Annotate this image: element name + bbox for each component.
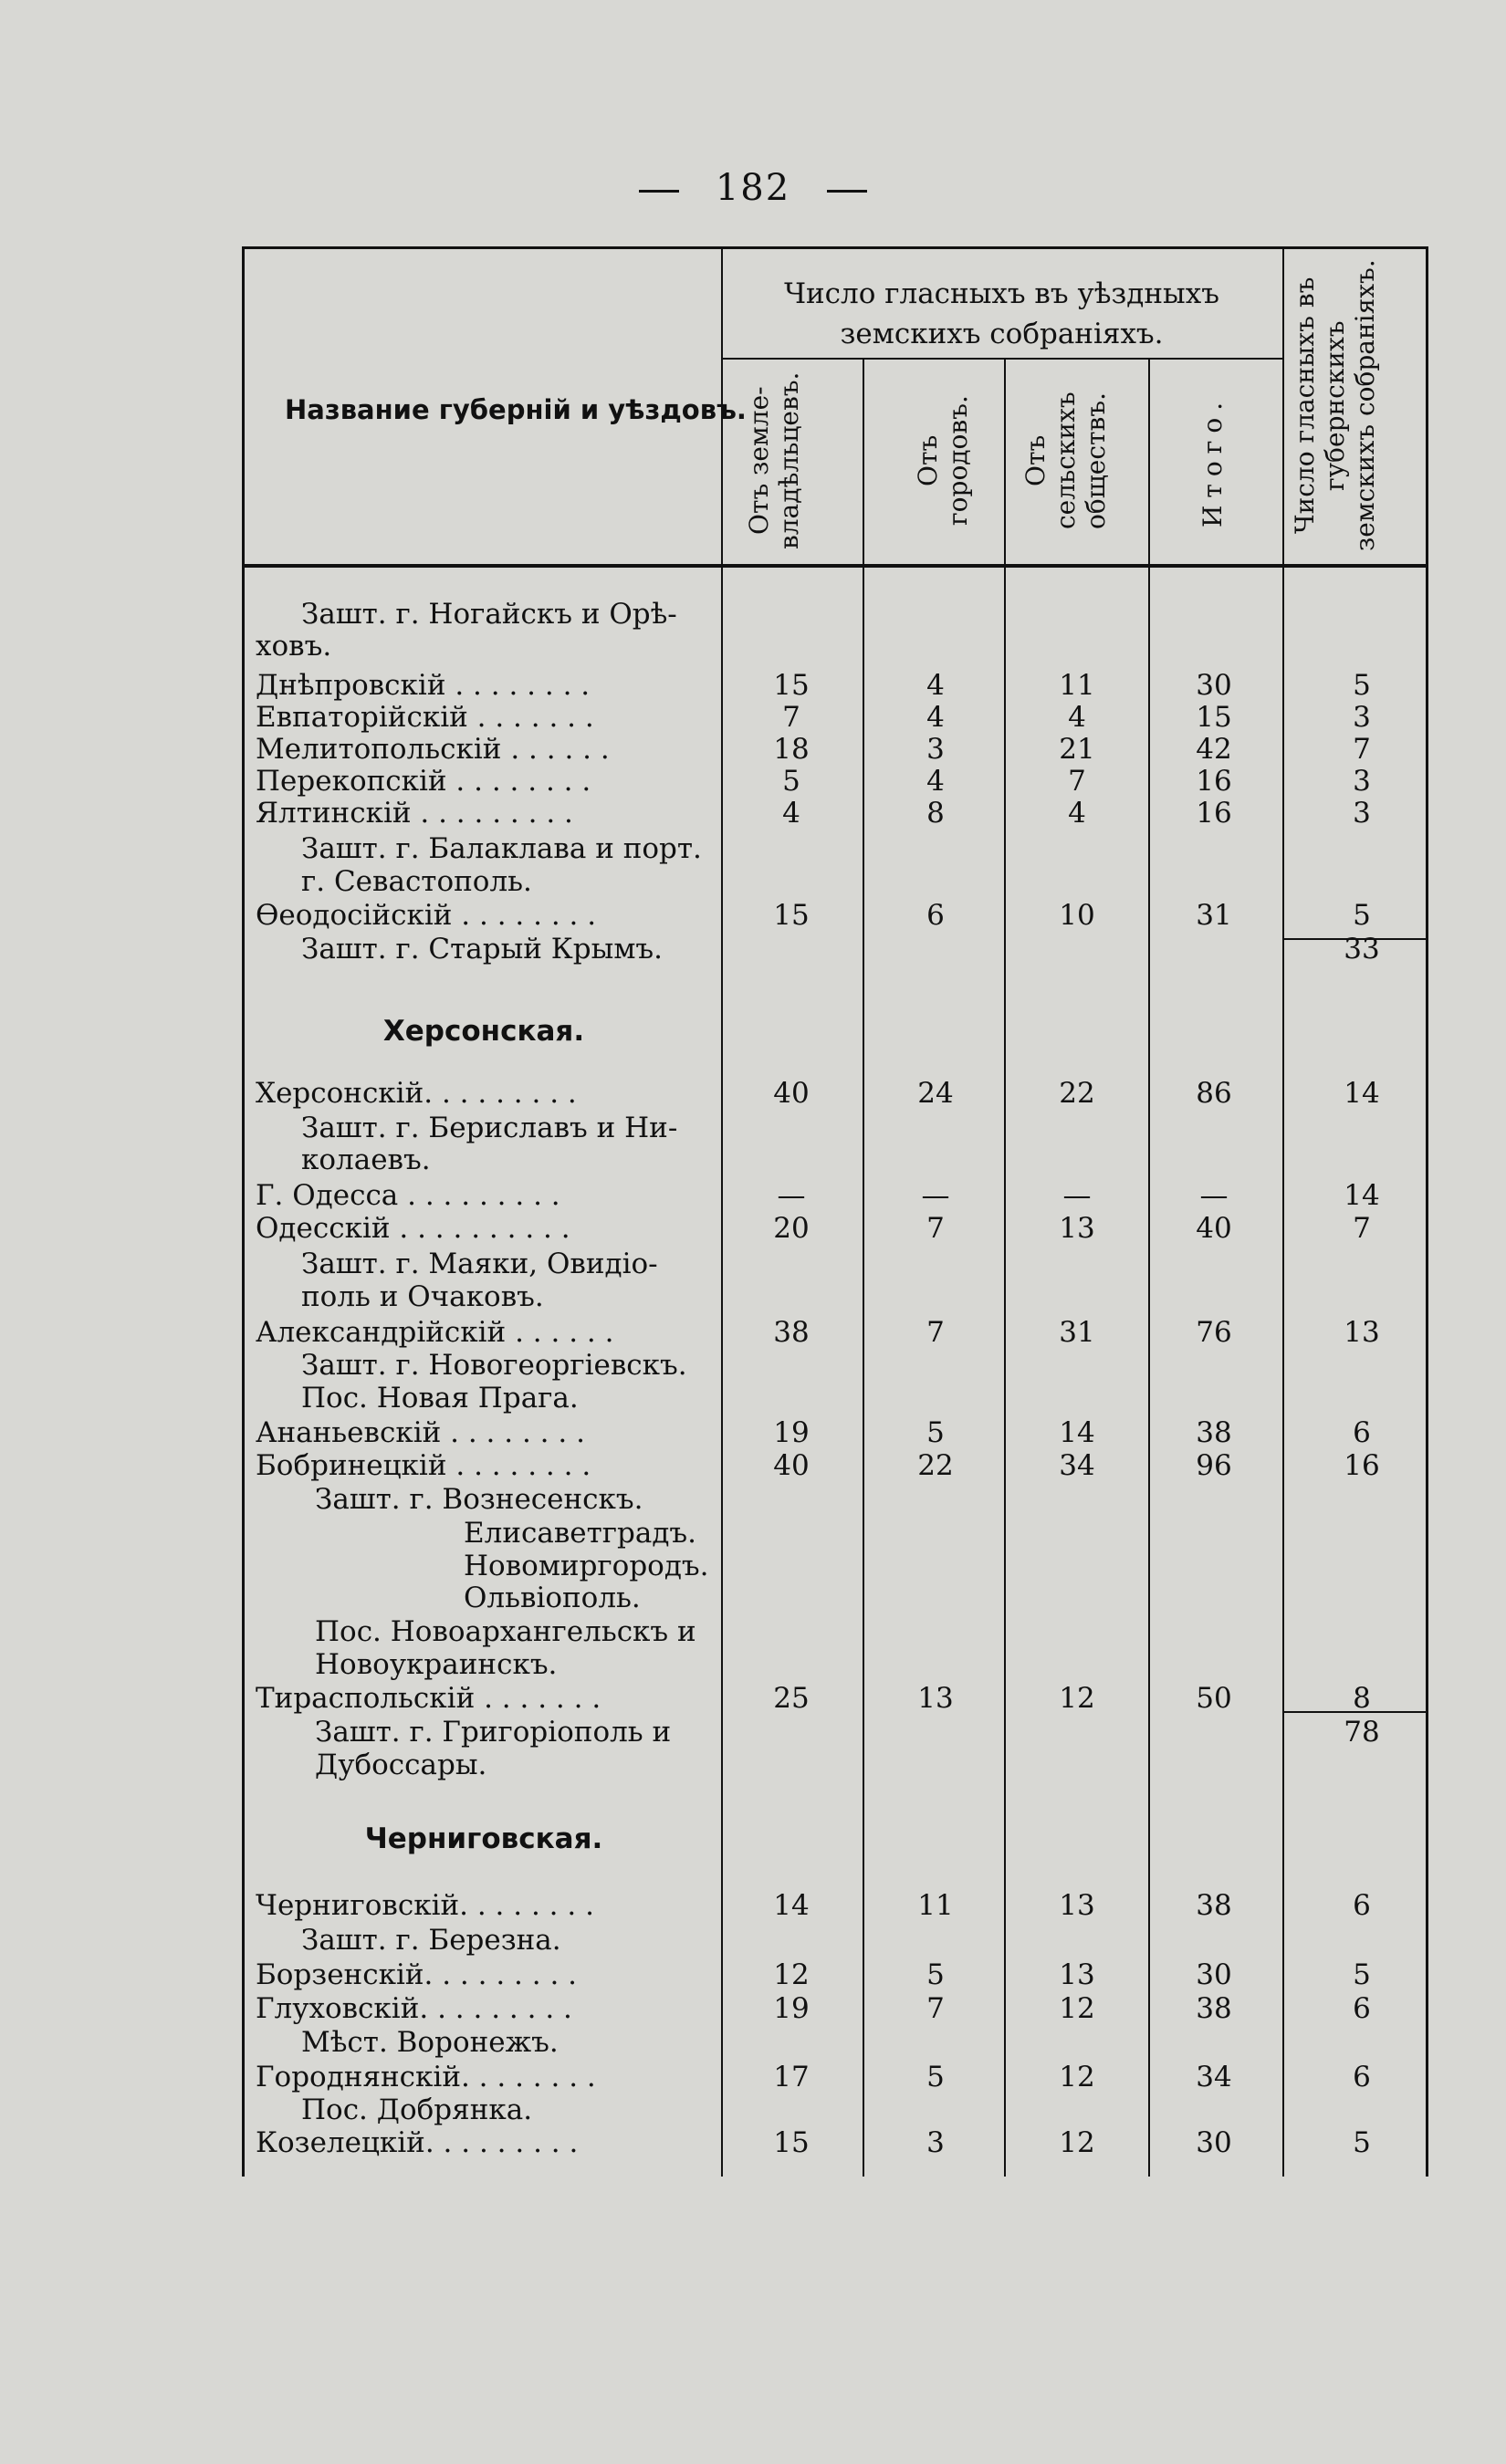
page-number-text: 182 <box>715 167 791 209</box>
cell-towns: 8 <box>926 797 945 830</box>
cell-rural: 12 <box>1059 1992 1095 2025</box>
cell-rural: 31 <box>1059 1316 1095 1349</box>
row-name: Глуховскій. . . . . . . . . <box>256 1992 572 2025</box>
cell-rural: 13 <box>1059 1958 1095 1991</box>
table-row <box>0 1382 1506 1415</box>
header-col-total: Итого. <box>1197 394 1228 527</box>
table-row <box>0 933 1506 966</box>
cell-provincial-total: 33 <box>1344 933 1380 966</box>
table-row <box>0 1924 1506 1957</box>
cell-landowners: 25 <box>773 1682 810 1715</box>
cell-provincial: 14 <box>1344 1077 1380 1110</box>
cell-provincial: 6 <box>1353 1416 1371 1449</box>
cell-landowners: — <box>777 1179 806 1212</box>
row-name: Перекопскій . . . . . . . . <box>256 765 591 798</box>
cell-total: 16 <box>1196 797 1232 830</box>
dash-left <box>639 190 679 193</box>
table-row <box>0 2093 1506 2126</box>
cell-provincial: 5 <box>1353 2126 1371 2159</box>
cell-towns: 5 <box>926 1958 945 1991</box>
row-name: Мелитопольскій . . . . . . <box>256 733 610 766</box>
cell-total: 15 <box>1196 701 1232 734</box>
cell-landowners: 7 <box>782 701 800 734</box>
cell-rural: 13 <box>1059 1212 1095 1245</box>
cell-towns: 24 <box>917 1077 954 1110</box>
row-name: Зашт. г. Новогеоргіевскъ. <box>301 1349 687 1382</box>
cell-towns: 6 <box>926 899 945 932</box>
row-name: Зашт. г. Ногайскъ и Орѣ- <box>301 598 677 631</box>
cell-towns: 4 <box>926 669 945 702</box>
cell-rural: 21 <box>1059 733 1095 766</box>
table-row <box>0 2026 1506 2059</box>
cell-provincial: 8 <box>1353 1682 1371 1715</box>
cell-total: 38 <box>1196 1992 1232 2025</box>
section-heading: Черниговская. <box>364 1822 603 1855</box>
row-name: Днѣпровскій . . . . . . . . <box>256 669 591 702</box>
cell-landowners: 19 <box>773 1992 810 2025</box>
row-name: Борзенскій. . . . . . . . . <box>256 1958 578 1991</box>
cell-total: 30 <box>1196 669 1232 702</box>
row-name: Пос. Новая Прага. <box>301 1382 579 1415</box>
row-name: Одесскій . . . . . . . . . . <box>256 1212 570 1245</box>
cell-landowners: 15 <box>773 899 810 932</box>
cell-provincial: 3 <box>1353 701 1371 734</box>
table-row <box>0 1682 1506 1715</box>
cell-total: 30 <box>1196 2126 1232 2159</box>
cell-towns: 3 <box>926 733 945 766</box>
row-name: Ананьевскій . . . . . . . . <box>256 1416 585 1449</box>
cell-rural: 12 <box>1059 2126 1095 2159</box>
cell-total: 76 <box>1196 1316 1232 1349</box>
table-row <box>0 733 1506 766</box>
table-row <box>0 1248 1506 1280</box>
row-name: Новоукраинскъ. <box>315 1648 558 1681</box>
row-name: г. Севастополь. <box>301 865 532 898</box>
cell-provincial: 14 <box>1344 1179 1380 1212</box>
table-row <box>0 1449 1506 1482</box>
cell-towns: 7 <box>926 1992 945 2025</box>
header-col-landowners: Отъ земле-владѣльцевъ. <box>744 371 804 550</box>
cell-total: — <box>1199 1179 1229 1212</box>
cell-towns: — <box>921 1179 950 1212</box>
cell-landowners: 15 <box>773 669 810 702</box>
cell-landowners: 17 <box>773 2061 810 2093</box>
header-col-towns: Отъ городовъ. <box>913 395 973 527</box>
cell-provincial: 5 <box>1353 669 1371 702</box>
row-name: Херсонскій. . . . . . . . . <box>256 1077 577 1110</box>
table-row <box>0 797 1506 830</box>
page-number <box>0 167 1506 209</box>
row-name: Козелецкій. . . . . . . . . <box>256 2126 579 2159</box>
cell-total: 96 <box>1196 1449 1232 1482</box>
row-name: Тираспольскій . . . . . . . <box>256 1682 601 1715</box>
row-name: Пос. Новоархангельскъ и <box>315 1615 696 1648</box>
cell-towns: 5 <box>926 2061 945 2093</box>
cell-provincial-total: 78 <box>1344 1716 1380 1749</box>
cell-rural: 10 <box>1059 899 1095 932</box>
table-row <box>0 865 1506 898</box>
row-name: Зашт. г. Березна. <box>301 1924 561 1957</box>
cell-provincial: 3 <box>1353 797 1371 830</box>
row-name: колаевъ. <box>301 1143 431 1176</box>
table-row <box>0 1889 1506 1922</box>
table-row <box>0 2061 1506 2093</box>
cell-provincial: 3 <box>1353 765 1371 798</box>
cell-rural: 22 <box>1059 1077 1095 1110</box>
cell-landowners: 38 <box>773 1316 810 1349</box>
row-name: Зашт. г. Григоріополь и <box>315 1716 672 1749</box>
cell-total: 86 <box>1196 1077 1232 1110</box>
row-name: Г. Одесса . . . . . . . . . <box>256 1179 560 1212</box>
table-row <box>0 1143 1506 1176</box>
row-name: поль и Очаковъ. <box>301 1280 544 1313</box>
cell-landowners: 14 <box>773 1889 810 1922</box>
cell-landowners: 4 <box>782 797 800 830</box>
frame-top <box>242 246 1428 249</box>
row-name: Черниговскій. . . . . . . . <box>256 1889 594 1922</box>
cell-rural: 4 <box>1068 797 1086 830</box>
cell-total: 16 <box>1196 765 1232 798</box>
cell-towns: 7 <box>926 1212 945 1245</box>
cell-rural: 7 <box>1068 765 1086 798</box>
row-name: Евпаторійскій . . . . . . . <box>256 701 594 734</box>
table-row <box>0 2126 1506 2159</box>
row-name: Зашт. г. Балаклава и порт. <box>301 832 702 865</box>
cell-provincial: 6 <box>1353 2061 1371 2093</box>
table-row <box>0 1615 1506 1648</box>
cell-towns: 3 <box>926 2126 945 2159</box>
cell-towns: 11 <box>917 1889 954 1922</box>
row-name: Зашт. г. Маяки, Овидіо- <box>301 1248 658 1280</box>
cell-total: 31 <box>1196 899 1232 932</box>
cell-total: 38 <box>1196 1889 1232 1922</box>
cell-rural: — <box>1062 1179 1092 1212</box>
cell-rural: 11 <box>1059 669 1095 702</box>
header-name: Название губерній и уѣздовъ. <box>285 394 747 425</box>
cell-towns: 7 <box>926 1316 945 1349</box>
table-row <box>0 598 1506 631</box>
section-heading: Херсонская. <box>382 1015 585 1048</box>
table-row <box>0 1212 1506 1245</box>
table-row <box>0 899 1506 932</box>
row-name: Новомиргородъ. <box>464 1550 709 1582</box>
row-name: Зашт. г. Старый Крымъ. <box>301 933 664 966</box>
row-name: Александрійскій . . . . . . <box>256 1316 614 1349</box>
cell-rural: 4 <box>1068 701 1086 734</box>
table-row <box>0 1992 1506 2025</box>
row-name: Дубоссары. <box>315 1749 487 1781</box>
cell-total: 38 <box>1196 1416 1232 1449</box>
cell-landowners: 40 <box>773 1077 810 1110</box>
row-name: Городнянскій. . . . . . . . <box>256 2061 596 2093</box>
row-name: Зашт. г. Вознесенскъ. <box>315 1483 643 1516</box>
cell-provincial: 5 <box>1353 899 1371 932</box>
cell-rural: 13 <box>1059 1889 1095 1922</box>
row-name: Ольвіополь. <box>464 1582 641 1614</box>
row-name: Пос. Добрянка. <box>301 2093 533 2126</box>
cell-rural: 12 <box>1059 1682 1095 1715</box>
cell-rural: 12 <box>1059 2061 1095 2093</box>
dash-right <box>827 190 867 193</box>
table-row <box>0 765 1506 798</box>
table-row <box>0 1958 1506 1991</box>
row-name: Бобринецкій . . . . . . . . <box>256 1449 591 1482</box>
table-row <box>0 1483 1506 1516</box>
table-row <box>0 1077 1506 1110</box>
header-col-provincial: Число гласныхъ въ губернскихъ земскихъ собраніяхъ. <box>1290 259 1380 552</box>
cell-landowners: 19 <box>773 1416 810 1449</box>
group-rule <box>721 358 1282 360</box>
table-row <box>0 1280 1506 1313</box>
table-row <box>0 1648 1506 1681</box>
table-row <box>0 1582 1506 1614</box>
header-bottom-rule <box>242 564 1428 568</box>
cell-landowners: 40 <box>773 1449 810 1482</box>
cell-total: 40 <box>1196 1212 1232 1245</box>
cell-provincial: 6 <box>1353 1889 1371 1922</box>
cell-total: 50 <box>1196 1682 1232 1715</box>
cell-landowners: 15 <box>773 2126 810 2159</box>
cell-towns: 5 <box>926 1416 945 1449</box>
header-col-rural: Отъ сельскихъ обществъ. <box>1020 392 1111 530</box>
table-row <box>0 1517 1506 1550</box>
cell-landowners: 20 <box>773 1212 810 1245</box>
cell-rural: 34 <box>1059 1449 1095 1482</box>
row-name: Елисаветградъ. <box>464 1517 697 1550</box>
table-row <box>0 669 1506 702</box>
cell-rural: 14 <box>1059 1416 1095 1449</box>
table-row <box>0 1416 1506 1449</box>
cell-total: 30 <box>1196 1958 1232 1991</box>
cell-provincial: 7 <box>1353 733 1371 766</box>
row-name: ховъ. <box>256 630 332 663</box>
table-row <box>0 1349 1506 1382</box>
table-row <box>0 1179 1506 1212</box>
cell-towns: 4 <box>926 765 945 798</box>
table-row <box>0 832 1506 865</box>
cell-towns: 22 <box>917 1449 954 1482</box>
header-group: Число гласныхъ въ уѣздныхъ земскихъ собраніяхъ. <box>784 277 1219 350</box>
cell-landowners: 18 <box>773 733 810 766</box>
cell-provincial: 7 <box>1353 1212 1371 1245</box>
cell-total: 42 <box>1196 733 1232 766</box>
table-row <box>0 1550 1506 1582</box>
cell-towns: 4 <box>926 701 945 734</box>
table-row <box>0 1112 1506 1144</box>
cell-landowners: 5 <box>782 765 800 798</box>
cell-landowners: 12 <box>773 1958 810 1991</box>
table-row <box>0 1749 1506 1781</box>
cell-towns: 13 <box>917 1682 954 1715</box>
table-row <box>0 701 1506 734</box>
cell-provincial: 6 <box>1353 1992 1371 2025</box>
row-name: Мѣст. Воронежъ. <box>301 2026 559 2059</box>
table-row <box>0 1716 1506 1749</box>
cell-provincial: 13 <box>1344 1316 1380 1349</box>
table-row <box>0 630 1506 663</box>
table-row <box>0 1316 1506 1349</box>
cell-total: 34 <box>1196 2061 1232 2093</box>
cell-provincial: 5 <box>1353 1958 1371 1991</box>
cell-provincial: 16 <box>1344 1449 1380 1482</box>
row-name: Ялтинскій . . . . . . . . . <box>256 797 573 830</box>
row-name: Ѳеодосійскій . . . . . . . . <box>256 899 597 932</box>
row-name: Зашт. г. Бериславъ и Ни- <box>301 1112 678 1144</box>
